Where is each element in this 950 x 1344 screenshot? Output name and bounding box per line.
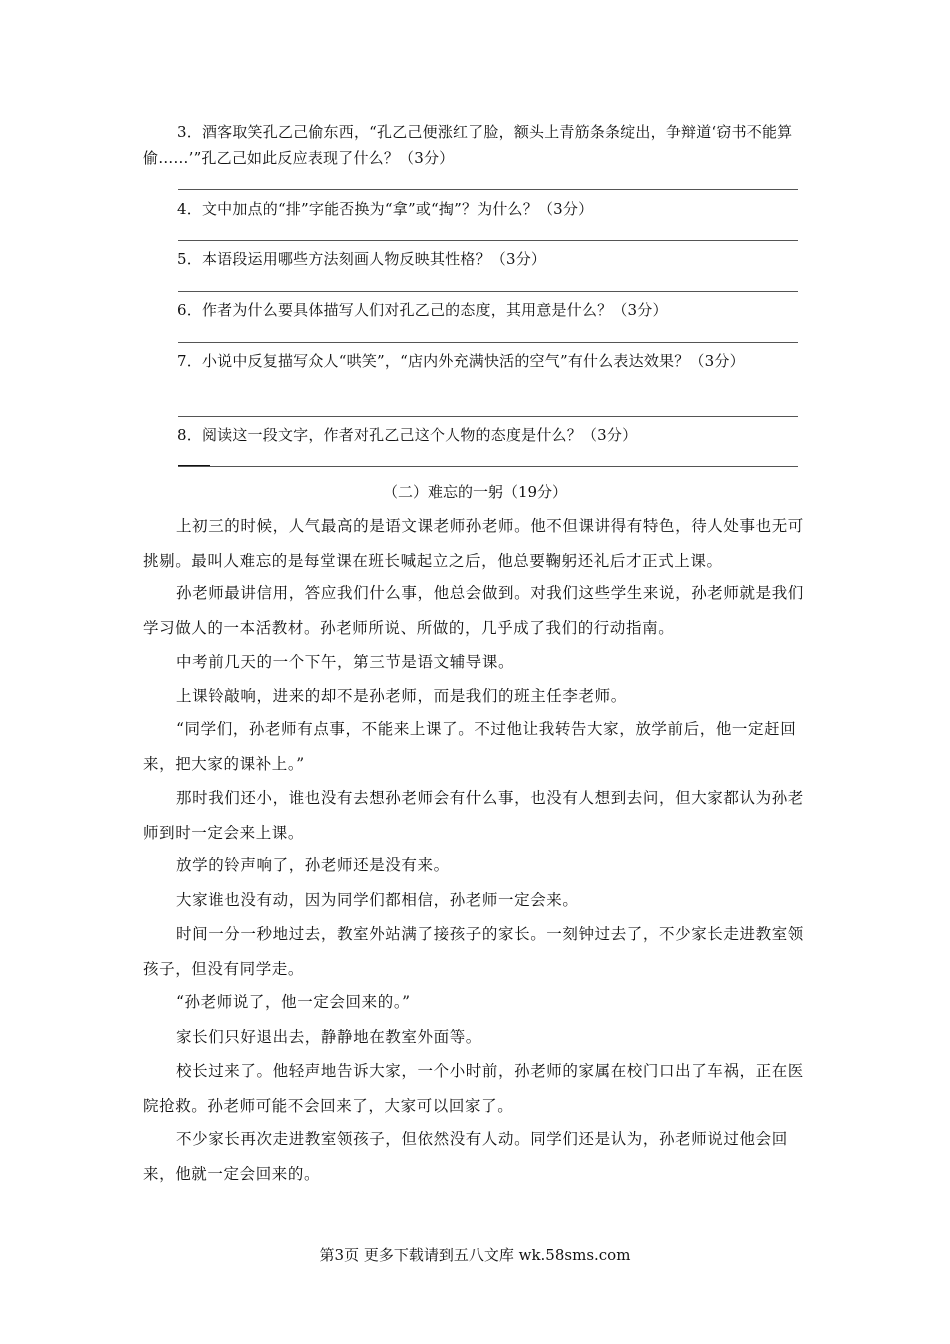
paragraph-12: 校长过来了。他轻声地告诉大家，一个小时前，孙老师的家属在校门口出了车祸，正在医院抢救。孙老师可能不会回来了，大家可以回家了。 bbox=[143, 1062, 804, 1115]
paragraph-4: 上课铃敲响，进来的却不是孙老师，而是我们的班主任李老师。 bbox=[176, 687, 627, 705]
paragraph-3: 中考前几天的一个下午，第三节是语文辅导课。 bbox=[176, 653, 515, 671]
paragraph-5: “同学们，孙老师有点事，不能来上课了。不过他让我转告大家，放学前后，他一定赶回来，把大家的课补上。” bbox=[143, 720, 797, 773]
answer-line-5 bbox=[178, 291, 798, 292]
question-6: 6．作者为什么要具体描写人们对孔乙己的态度，其用意是什么？（3分） bbox=[177, 301, 668, 319]
paragraph-2: 孙老师最讲信用，答应我们什么事，他总会做到。对我们这些学生来说，孙老师就是我们学习做人的一本活教材。孙老师所说、所做的，几乎成了我们的行动指南。 bbox=[143, 584, 804, 637]
answer-line-4 bbox=[178, 240, 798, 241]
answer-line-7 bbox=[178, 416, 798, 417]
page-footer: 第3页 更多下载请到五八文库 wk.58sms.com bbox=[319, 1246, 631, 1264]
paragraph-8: 大家谁也没有动，因为同学们都相信，孙老师一定会来。 bbox=[176, 891, 579, 909]
question-7: 7．小说中反复描写众人“哄笑”，“店内外充满快活的空气”有什么表达效果？（3分） bbox=[177, 352, 745, 370]
paragraph-7: 放学的铃声响了，孙老师还是没有来。 bbox=[176, 856, 450, 874]
paragraph-13: 不少家长再次走进教室领孩子，但依然没有人动。同学们还是认为，孙老师说过他会回来，他就一定会回来的。 bbox=[143, 1130, 788, 1183]
paragraph-11: 家长们只好退出去，静静地在教室外面等。 bbox=[176, 1028, 482, 1046]
question-3: 3．酒客取笑孔乙己偷东西，“孔乙己便涨红了脸，额头上青筋条条绽出，争辩道‘窃书不能算偷……’”孔乙己如此反应表现了什么？（3分） bbox=[143, 123, 793, 167]
question-5: 5．本语段运用哪些方法刻画人物反映其性格？（3分） bbox=[177, 250, 547, 268]
paragraph-10: “孙老师说了，他一定会回来的。” bbox=[176, 993, 411, 1011]
answer-line-3 bbox=[178, 189, 798, 190]
section-title: （二）难忘的一躬（19分） bbox=[382, 483, 568, 501]
paragraph-1: 上初三的时候，人气最高的是语文课老师孙老师。他不但课讲得有特色，待人处事也无可挑剔。最叫人难忘的是每堂课在班长喊起立之后，他总要鞠躬还礼后才正式上课。 bbox=[143, 517, 804, 570]
paragraph-9: 时间一分一秒地过去，教室外站满了接孩子的家长。一刻钟过去了，不少家长走进教室领孩子，但没有同学走。 bbox=[143, 925, 804, 978]
question-4: 4．文中加点的“排”字能否换为“拿”或“掏”？为什么？（3分） bbox=[177, 200, 594, 218]
answer-line-8 bbox=[178, 466, 798, 467]
paragraph-6: 那时我们还小，谁也没有去想孙老师会有什么事，也没有人想到去问，但大家都认为孙老师到时一定会来上课。 bbox=[143, 789, 804, 842]
question-8: 8．阅读这一段文字，作者对孔乙己这个人物的态度是什么？（3分） bbox=[177, 426, 638, 444]
answer-line-6 bbox=[178, 342, 798, 343]
